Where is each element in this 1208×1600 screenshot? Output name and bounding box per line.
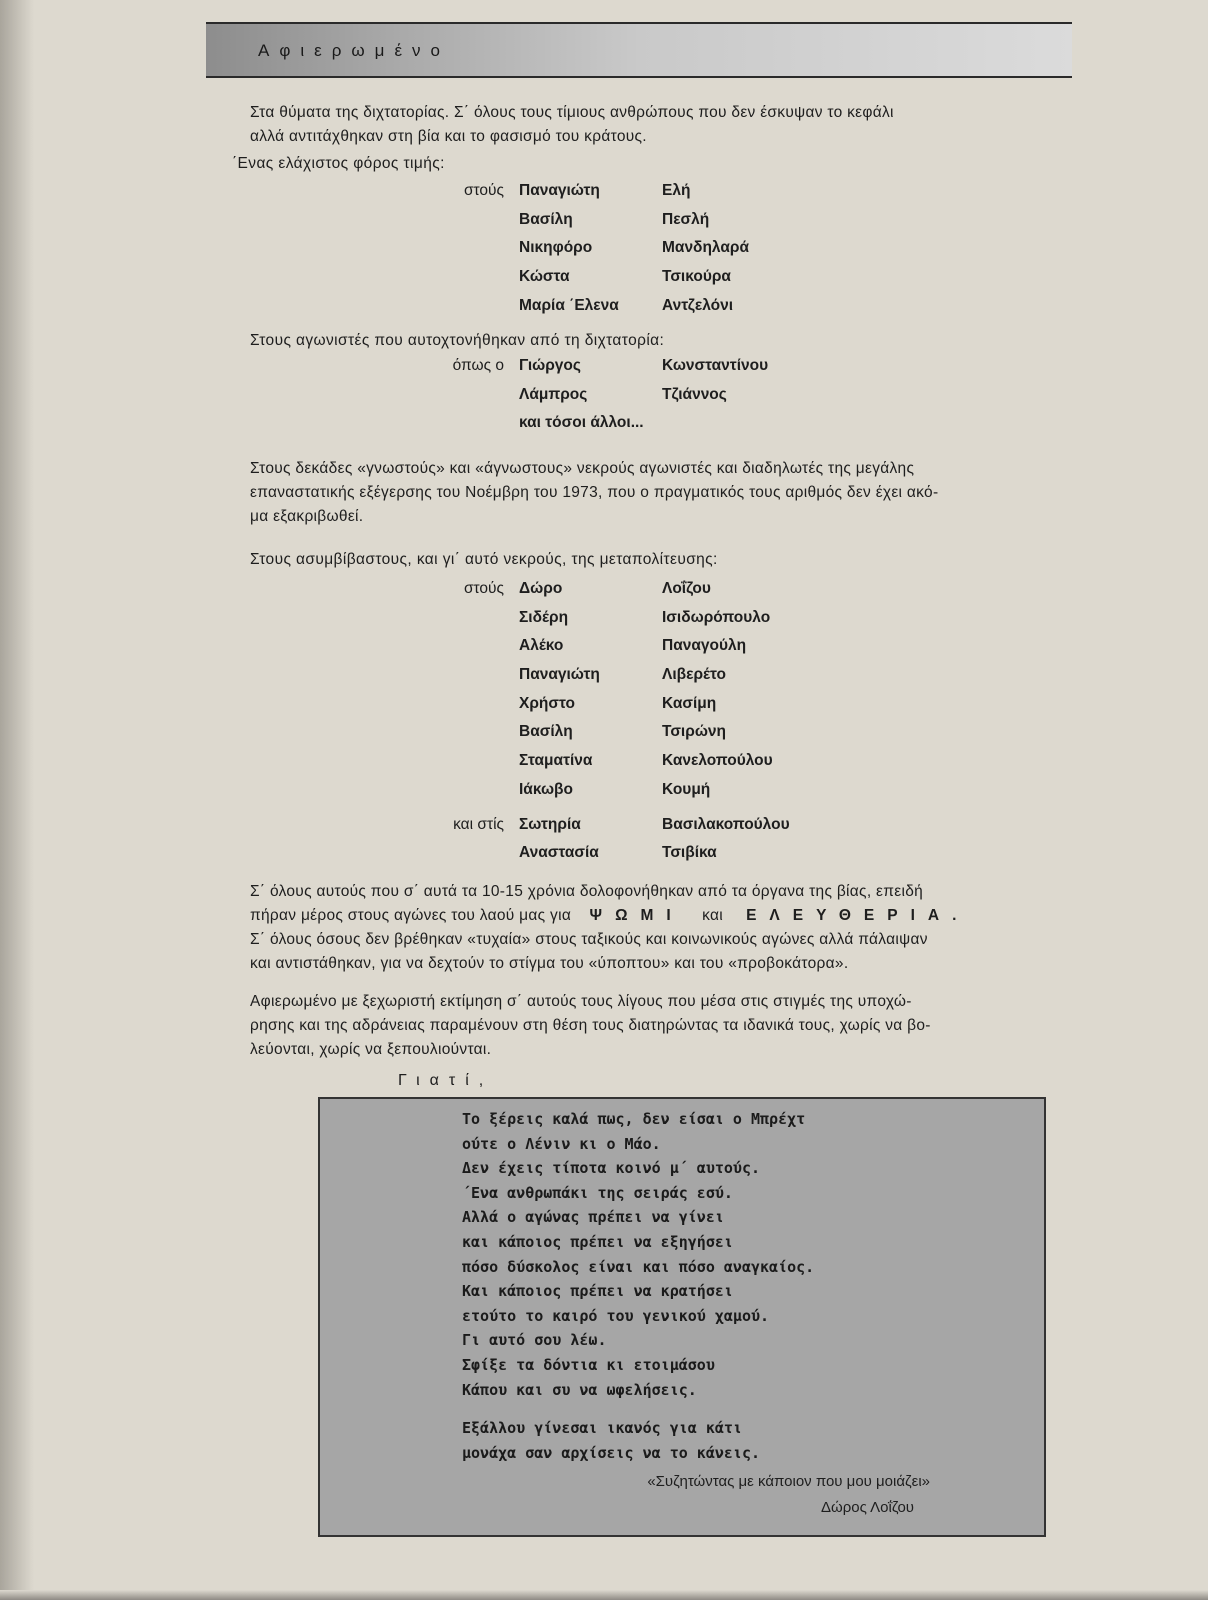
paragraph-line: μα εξακριβωθεί. [250, 508, 364, 525]
list-item [0, 637, 1208, 666]
last-name: Παναγούλη [662, 637, 747, 655]
suicides-lead: Στους αγωνιστές που αυτοχτονήθηκαν από τη διχτατορία: [250, 332, 665, 349]
list-item [0, 357, 1208, 386]
list-item [0, 182, 1208, 211]
poem-line: Σφίξε τα δόντια κι ετοιμάσου [462, 1355, 715, 1374]
poem-line: ΄Ενα ανθρωπάκι της σειράς εσύ. [462, 1183, 733, 1202]
list-item [0, 239, 1208, 268]
first-name: Κώστα [519, 268, 570, 286]
list-item [0, 414, 1208, 443]
poem-citation [558, 1469, 930, 1521]
page-bottom-edge [0, 1590, 1208, 1600]
first-name: Χρήστο [519, 694, 575, 712]
poem-line: Το ξέρεις καλά πως, δεν είσαι ο Μπρέχτ [462, 1110, 806, 1128]
first-name: Αλέκο [519, 637, 564, 655]
poem-box [318, 1097, 1046, 1537]
list-item [0, 844, 1208, 873]
november-paragraph [250, 457, 1042, 529]
poem-line: Εξάλλου γίνεσαι ικανός για κάτι [462, 1419, 742, 1438]
last-name: Λοΐζου [662, 580, 711, 597]
last-name: Κουμή [662, 780, 711, 798]
last-name: Κανελοπούλου [662, 752, 773, 770]
first-name: Δώρο [519, 580, 563, 597]
list-item [0, 580, 1208, 609]
metapolitefsi-lead: Στους ασυμβίβαστους, και γι΄ αυτό νεκρούς, της μεταπολίτευσης: [250, 551, 718, 568]
intro-paragraph [250, 101, 1040, 148]
list-item [0, 723, 1208, 752]
first-name: Ιάκωβο [519, 780, 573, 798]
paragraph-text: πήραν μέρος στους αγώνες του λαού μας για [250, 907, 572, 924]
paragraph-line: επαναστατικής εξέγερσης του Νοέμβρη του 1973, που ο πραγματικός τους αριθμός δεν έχει ακό- [250, 484, 939, 501]
list-item [0, 386, 1208, 415]
closing-paragraph [250, 990, 1042, 1062]
first-name: Σταματίνα [519, 752, 593, 770]
poem-line: Αλλά ο αγώνας πρέπει να γίνει [462, 1208, 724, 1227]
last-name: Τζιάννος [662, 385, 727, 403]
list-item [0, 816, 1208, 845]
paragraph-line: Σ΄ όλους όσους δεν βρέθηκαν «τυχαία» στους ταξικούς και κοινωνικούς αγώνες αλλά πάλαιψαν [250, 931, 928, 948]
header-band [206, 22, 1072, 78]
last-name: Ελή [662, 182, 691, 199]
dictatorship-victims-list [0, 182, 1208, 325]
paragraph-line: ρησης και της αδράνειας παραμένουν στη θέση τους διατηρώντας τα ιδανικά τους, χωρίς να βο- [250, 1017, 931, 1034]
list-prefix: στούς [463, 580, 504, 597]
list-prefix: και στίς [453, 815, 504, 833]
list-prefix: όπως ο [452, 357, 504, 374]
last-name: Βασιλακοπούλου [662, 815, 790, 833]
tribute-line: ΄Ενας ελάχιστος φόρος τιμής: [232, 155, 445, 172]
list-prefix: στούς [463, 182, 504, 199]
intro-line: Στα θύματα της διχτατορίας. Σ΄ όλους τους τίμιους ανθρώπους που δεν έσκυψαν το κεφάλι [250, 104, 894, 121]
conjunction: και [702, 907, 724, 924]
last-name: Τσιβίκα [662, 844, 717, 862]
first-name: Γιώργος [519, 357, 581, 374]
poem [462, 1107, 814, 1465]
paragraph-line: Αφιερωμένο με ξεχωριστή εκτίμηση σ΄ αυτούς τους λίγους που μέσα στις στιγμές της υποχώ- [250, 993, 912, 1010]
poem-line: Κάπου και συ να ωφελήσεις. [462, 1380, 697, 1399]
first-name: Λάμπρος [519, 385, 588, 403]
last-name: Τσικούρα [662, 268, 731, 286]
last-name: Αντζελόνι [662, 296, 734, 314]
list-item [0, 666, 1208, 695]
poem-source: «Συζητώντας με κάποιον που μου μοιάζει» [647, 1473, 930, 1490]
first-name: Βασίλη [519, 723, 573, 741]
last-name: Κασίμη [662, 694, 717, 712]
freedom-emphasis: ΕΛΕΥΘΕΡΙΑ. [746, 907, 970, 924]
poem-line: μονάχα σαν αρχίσεις να το κάνεις. [462, 1443, 761, 1462]
poem-line: ούτε ο Λένιν κι ο Μάο. [462, 1134, 661, 1153]
paragraph-line: και αντιστάθηκαν, για να δεχτούν το στίγμα του «ύποπτου» και του «προβοκάτορα». [250, 955, 849, 972]
others-text: και τόσοι άλλοι... [519, 414, 644, 432]
poem-line: Και κάποιος πρέπει να κρατήσει [462, 1282, 733, 1301]
list-item [0, 609, 1208, 638]
last-name: Τσιρώνη [662, 723, 726, 741]
first-name: Μαρία ΄Ελενα [519, 296, 619, 314]
first-name: Παναγιώτη [519, 666, 600, 684]
paragraph-line: Σ΄ όλους αυτούς που σ΄ αυτά τα 10-15 χρόνια δολοφονήθηκαν από τα όργανα της βίας, επειδή [250, 883, 924, 900]
metapolitefsi-list [0, 580, 1208, 873]
intro-line: αλλά αντιτάχθηκαν στη βία και το φασισμό του κράτους. [250, 127, 647, 145]
dedication-paragraph [250, 880, 1042, 976]
first-name: Βασίλη [519, 210, 573, 228]
first-name: Παναγιώτη [519, 182, 600, 199]
first-name: Αναστασία [519, 844, 599, 862]
last-name: Μανδηλαρά [662, 239, 750, 257]
first-name: Νικηφόρο [519, 239, 593, 257]
list-item [0, 268, 1208, 297]
last-name: Λιβερέτο [662, 666, 726, 684]
last-name: Πεσλή [662, 210, 710, 228]
paragraph-line: Στους δεκάδες «γνωστούς» και «άγνωστους» νεκρούς αγωνιστές και διαδηλωτές της μεγάλης [250, 460, 915, 477]
first-name: Σωτηρία [519, 815, 581, 833]
suicides-list [0, 357, 1208, 443]
poem-author: Δώρος Λοΐζου [820, 1499, 914, 1516]
list-item [0, 297, 1208, 326]
poem-line: Γι αυτό σου λέω. [462, 1331, 607, 1350]
last-name: Κωνσταντίνου [662, 357, 769, 374]
poem-line: και κάποιος πρέπει να εξηγήσει [462, 1232, 733, 1251]
first-name: Σιδέρη [519, 608, 569, 626]
poem-line: πόσο δύσκολος είναι και πόσο αναγκαίος. [462, 1257, 815, 1276]
why-heading: Γιατί, [398, 1072, 494, 1089]
list-item [0, 781, 1208, 810]
poem-line: Δεν έχεις τίποτα κοινό μ΄ αυτούς. [462, 1159, 761, 1178]
poem-line: ετούτο το καιρό του γενικού χαμού. [462, 1306, 770, 1325]
bread-emphasis: ΨΩΜΙ [589, 907, 684, 924]
paragraph-line: λεύονται, χωρίς να ξεπουλιούνται. [250, 1041, 492, 1058]
page-title: Αφιερωμένο [258, 41, 450, 60]
list-item [0, 752, 1208, 781]
last-name: Ισιδωρόπουλο [662, 608, 771, 626]
list-item [0, 211, 1208, 240]
paragraph-line [250, 904, 1042, 928]
list-item [0, 695, 1208, 724]
